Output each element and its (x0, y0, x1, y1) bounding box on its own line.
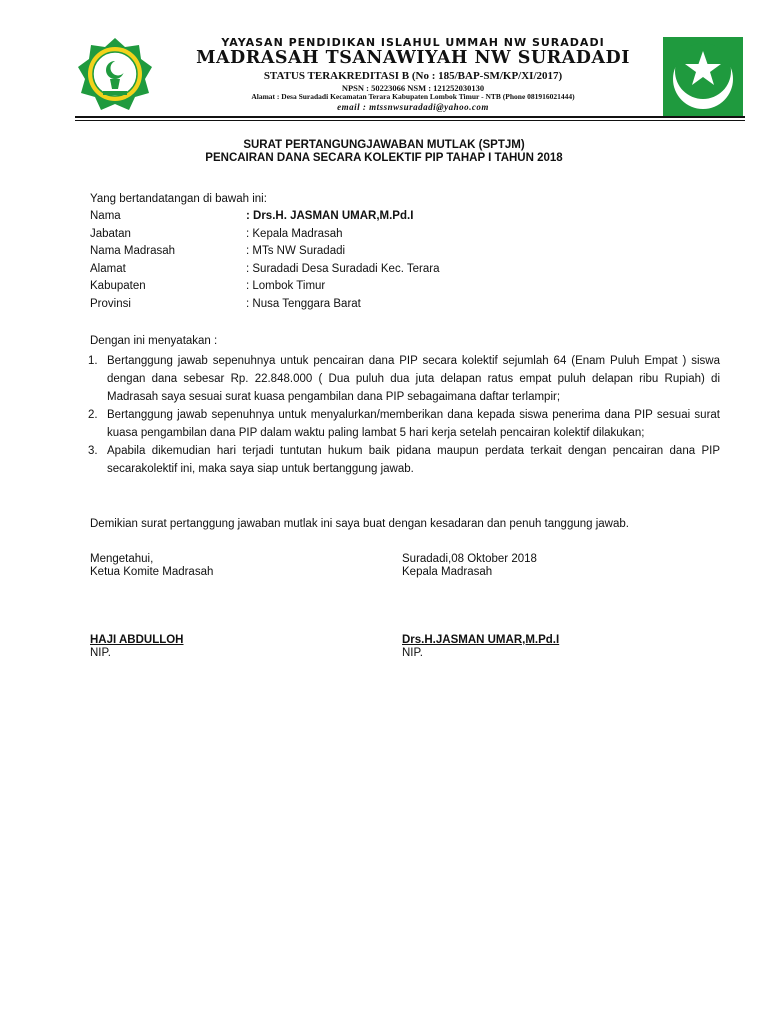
list-item-text: Bertanggung jawab sepenuhnya untuk menyalurkan/memberikan dana kepada siswa penerima dana PIP sesuai surat kuasa pengambilan dana PIP dalam waktu paling lambat 5 hari kerja setelah pencairan kolektif dilakukan; (107, 409, 720, 439)
school-emblem-icon (77, 37, 153, 113)
identity-key: Provinsi (90, 297, 131, 310)
identity-value: : Drs.H. JASMAN UMAR,M.Pd.I (246, 210, 414, 222)
list-item-text: Bertanggung jawab sepenuhnya untuk pencairan dana PIP secara kolektif sejumlah 64 (Enam Puluh Empat ) siswa dengan dana sebesar Rp. 22.848.000 ( Dua puluh dua juta delapan ratus empat puluh delapan ribu Rupiah) di Madrasah saya sesuai surat kuasa pengambilan dana PIP sebagaimana daftar terlampir; (107, 355, 720, 403)
acknowledged-label: Mengetahui, (90, 553, 154, 565)
list-item (88, 406, 720, 442)
identity-value: : Nusa Tenggara Barat (246, 297, 361, 310)
identity-key: Alamat (90, 262, 126, 275)
principal-nip: NIP. (402, 647, 423, 659)
statement-intro: Dengan ini menyatakan : (90, 335, 218, 347)
school-ids: NPSN : 50223066 NSM : 121252030130 (341, 83, 485, 93)
identity-key: Jabatan (90, 227, 131, 240)
identity-value: : MTs NW Suradadi (246, 245, 346, 257)
list-item (88, 352, 720, 406)
principal-role: Kepala Madrasah (402, 566, 493, 578)
list-item-number: 3. (88, 445, 98, 457)
statement-list (88, 352, 720, 478)
school-email: email : mtssnwsuradadi@yahoo.com (337, 102, 489, 112)
closing-text: Demikian surat pertanggung jawaban mutlak ini saya buat dengan kesadaran dan penuh tanggung jawab. (90, 518, 629, 530)
committee-nip: NIP. (90, 647, 111, 659)
committee-role: Ketua Komite Madrasah (90, 566, 214, 578)
school-name: MADRASAH TSANAWIYAH NW SURADADI (196, 48, 630, 68)
principal-signatory-name: Drs.H.JASMAN UMAR,M.Pd.I (402, 634, 560, 646)
committee-signatory-name: HAJI ABDULLOH (90, 634, 184, 646)
document-subtitle: PENCAIRAN DANA SECARA KOLEKTIF PIP TAHAP I TAHUN 2018 (205, 152, 563, 164)
list-item-text: Apabila dikemudian hari terjadi tuntutan hukum baik pidana maupun perdata terkait dengan pencairan dana PIP secarakolektif ini, maka saya siap untuk bertanggung jawab. (107, 445, 720, 475)
place-date: Suradadi,08 Oktober 2018 (402, 553, 537, 565)
school-address: Alamat : Desa Suradadi Kecamatan Terara Kabupaten Lombok Timur - NTB (Phone 081916021444) (251, 92, 575, 101)
letterhead-rule (75, 116, 745, 118)
accreditation-status: STATUS TERAKREDITASI B (No : 185/BAP-SM/KP/XI/2017) (263, 70, 563, 82)
crescent-star-icon (663, 37, 743, 117)
letterhead-rule-thin (75, 120, 745, 121)
intro-text: Yang bertandatangan di bawah ini: (90, 193, 267, 205)
list-item-number: 2. (88, 409, 98, 421)
identity-key: Nama (90, 210, 121, 222)
identity-value: : Lombok Timur (246, 280, 326, 292)
document-title: SURAT PERTANGUNGJAWABAN MUTLAK (SPTJM) (243, 139, 525, 151)
identity-value: : Suradadi Desa Suradadi Kec. Terara (246, 262, 440, 275)
list-item (88, 442, 720, 478)
list-item-number: 1. (88, 355, 98, 367)
identity-key: Kabupaten (90, 280, 146, 292)
identity-key: Nama Madrasah (90, 245, 176, 257)
identity-value: : Kepala Madrasah (246, 227, 343, 240)
foundation-name: YAYASAN PENDIDIKAN ISLAHUL UMMAH NW SURADADI (221, 36, 605, 49)
